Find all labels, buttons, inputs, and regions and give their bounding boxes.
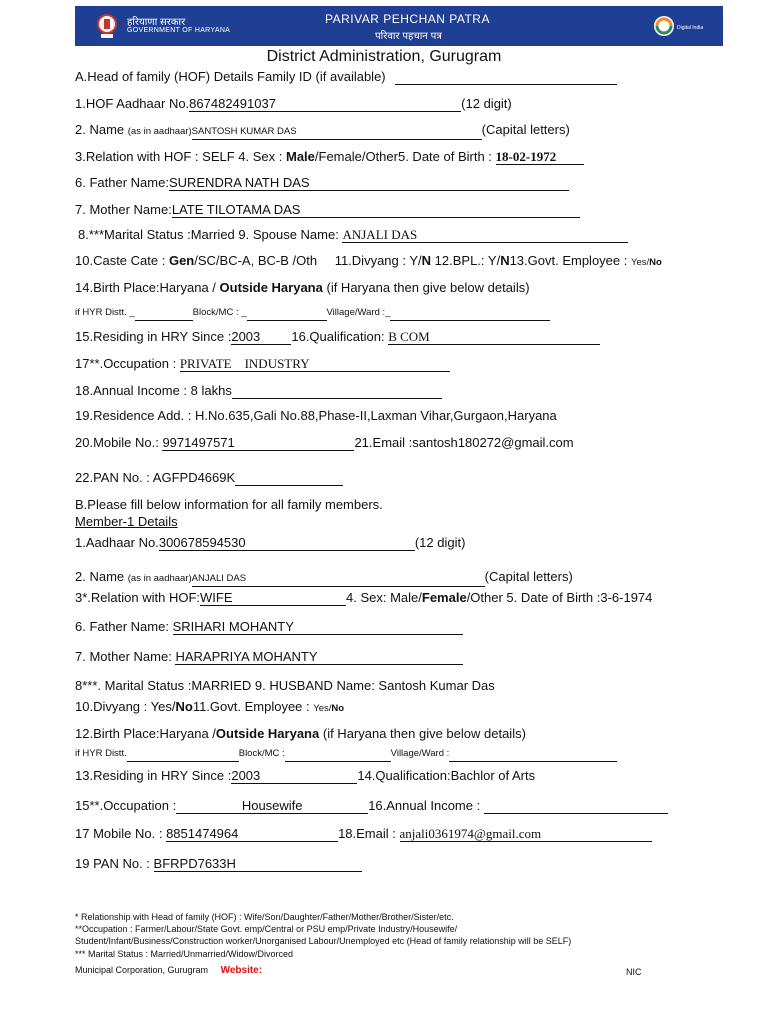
member-divyang-selected: No [175, 699, 193, 714]
hof-father-label: 6. Father Name: [75, 175, 169, 190]
hof-village-label: Village/Ward :_ [326, 307, 391, 318]
member-email-label: 18.Email : [338, 826, 396, 841]
hof-address-row [75, 408, 557, 424]
footnote-occupation-1: **Occupation : Farmer/Labour/State Govt. emp/Central or PSU emp/Private Industry/Housewife/ [75, 924, 458, 934]
hof-birthplace-suffix: (if Haryana then give below details) [326, 280, 530, 295]
member-aadhaar-suffix: (12 digit) [414, 535, 466, 550]
member-name-label: 2. Name [75, 569, 125, 584]
member-aadhaar-field[interactable]: 300678594530 [159, 536, 415, 551]
member-father-label: 6. Father Name: [75, 619, 169, 634]
hof-spouse-field[interactable]: ANJALI DAS [342, 228, 628, 243]
member-father-row [75, 619, 463, 635]
hof-mobile-field[interactable]: 9971497571 [162, 436, 354, 451]
member-occupation-row [75, 798, 668, 814]
footnote-marital: *** Marital Status : Married/Unmarried/Widow/Divorced [75, 949, 294, 959]
footer-nic-label: NIC [626, 967, 642, 977]
scheme-title-hindi: परिवार पहचान पत्र [375, 31, 442, 42]
family-id-field[interactable] [395, 70, 617, 85]
members-section-label: B.Please fill below information for all family members. [75, 497, 383, 512]
hof-relation-label: 3.Relation with HOF : SELF 4. Sex : [75, 149, 283, 164]
members-section-row [75, 497, 383, 513]
digital-india-logo-icon [651, 12, 711, 40]
hof-caste-selected: Gen [168, 253, 195, 268]
hof-aadhaar-label: 1.HOF Aadhaar No. [75, 96, 190, 111]
hof-qualification-field[interactable]: B COM [388, 330, 600, 345]
member-1-heading: Member-1 Details [75, 514, 178, 529]
hof-hyr-row [75, 305, 550, 321]
member-residing-row [75, 768, 535, 784]
hof-residing-field[interactable]: 2003 [231, 330, 291, 345]
member-pan-label: 19 PAN No. : [75, 856, 150, 871]
member-divyang-text: 10.Divyang : Yes/ [75, 699, 176, 714]
footnote-occupation-2: Student/Infant/Business/Construction worker/Unorganised Labour/Unemployed etc (Head of family relationship will be SELF) [75, 936, 572, 946]
hof-aadhaar-row [75, 96, 512, 112]
hof-address-label: 19.Residence Add. : H.No.635,Gali No.88,Phase-II,Laxman Vihar,Gurgaon,Haryana [75, 408, 557, 423]
hof-pan-row [75, 470, 343, 486]
member-relation-label: 3*.Relation with HOF: [75, 590, 200, 605]
member-aadhaar-label: 1.Aadhaar No. [75, 535, 159, 550]
scheme-title-english: PARIVAR PEHCHAN PATRA [325, 12, 490, 26]
hof-mobile-label: 20.Mobile No.: [75, 435, 159, 450]
hof-divyang-text: 11.Divyang : Y/ [334, 253, 422, 268]
hof-block-label: Block/MC : _ [192, 307, 247, 318]
hof-village-field[interactable] [390, 306, 550, 321]
hof-residing-label: 15.Residing in HRY Since : [75, 329, 232, 344]
member-occupation-label: 15**.Occupation : [75, 798, 177, 813]
member-mother-field[interactable]: HARAPRIYA MOHANTY [175, 650, 463, 665]
member-residing-label: 13.Residing in HRY Since : [75, 768, 232, 783]
member-mother-row [75, 649, 463, 665]
hof-income-line[interactable] [232, 384, 442, 399]
hof-block-field[interactable] [247, 306, 327, 321]
hof-birthplace-row [75, 280, 530, 296]
member-birthplace-prefix: 12.Birth Place:Haryana / [75, 726, 216, 741]
hof-dob-field[interactable]: 18-02-1972 [496, 150, 584, 165]
member-relation-field[interactable]: WIFE [200, 591, 346, 606]
hof-aadhaar-suffix: (12 digit) [461, 96, 512, 111]
hof-section-row [75, 69, 617, 85]
hof-sex-rest: /Female/Other5. Date of Birth : [314, 149, 492, 164]
member-sex-prefix: 4. Sex: Male/ [346, 590, 422, 605]
hof-occupation-label: 17**.Occupation : [75, 356, 177, 371]
member-pan-row [75, 856, 362, 872]
hof-mobile-row [75, 435, 574, 451]
member-aadhaar-row [75, 535, 465, 551]
svg-text:Digital India: Digital India [677, 25, 704, 31]
member-govt-emp-yes: Yes/ [313, 703, 332, 714]
hof-occupation-field[interactable]: PRIVATE INDUSTRY [180, 357, 450, 372]
hof-hyr-distt-label: if HYR Distt. _ [75, 307, 135, 318]
member-marital-label: 8***. Marital Status :MARRIED 9. HUSBAND Name: Santosh Kumar Das [75, 678, 495, 693]
hof-birthplace-selected: Outside Haryana [219, 280, 323, 295]
member-hyr-distt-field[interactable] [127, 747, 239, 762]
member-email-field[interactable]: anjali0361974@gmail.com [400, 827, 652, 842]
footer-row [75, 965, 262, 976]
member-pan-field[interactable]: BFRPD7633H [154, 857, 362, 872]
hof-name-note: (as in aadhaar) [127, 126, 192, 137]
hof-residing-row [75, 329, 600, 345]
hof-hyr-distt-field[interactable] [135, 306, 193, 321]
member-mother-label: 7. Mother Name: [75, 649, 172, 664]
hof-occupation-row [75, 356, 450, 372]
member-sex-rest: /Other 5. Date of Birth :3-6-1974 [466, 590, 653, 605]
member-block-field[interactable] [285, 747, 391, 762]
footer-website-label: Website: [220, 965, 263, 976]
hof-section-label: A.Head of family (HOF) Details Family ID (if available) [75, 69, 386, 84]
member-birthplace-suffix: (if Haryana then give below details) [322, 726, 526, 741]
member-village-label: Village/Ward : [390, 748, 450, 759]
hof-marital-row [78, 227, 628, 243]
hof-caste-prefix: 10.Caste Cate : [75, 253, 166, 268]
member-hyr-distt-label: if HYR Distt. [75, 748, 127, 759]
hof-mother-field[interactable]: LATE TILOTAMA DAS [172, 203, 580, 218]
hof-name-field[interactable]: SANTOSH KUMAR DAS [192, 125, 482, 140]
hof-birthplace-prefix: 14.Birth Place:Haryana / [75, 280, 216, 295]
hof-name-suffix: (Capital letters) [481, 122, 570, 137]
hof-name-row [75, 122, 570, 140]
hof-relation-row [75, 149, 584, 165]
member-name-suffix: (Capital letters) [484, 569, 573, 584]
member-hyr-row [75, 746, 617, 762]
member-mobile-field[interactable]: 8851474964 [166, 827, 338, 842]
hof-pan-line[interactable] [235, 471, 343, 486]
hof-govt-emp-text: 13.Govt. Employee : [509, 253, 628, 268]
hof-caste-row [75, 253, 662, 271]
member-father-field[interactable]: SRIHARI MOHANTY [173, 620, 463, 635]
hof-pan-label: 22.PAN No. : AGFPD4669K [75, 470, 236, 485]
member-govt-emp-text: 11.Govt. Employee : [192, 699, 310, 714]
member-name-row [75, 569, 573, 587]
hof-income-label: 18.Annual Income : 8 lakhs [75, 383, 232, 398]
hof-caste-rest: /SC/BC-A, BC-B /Oth [194, 253, 318, 268]
hof-mother-label: 7. Mother Name: [75, 202, 172, 217]
hof-aadhaar-field[interactable]: 867482491037 [189, 97, 461, 112]
hof-divyang-selected: N [421, 253, 432, 268]
member-mobile-label: 17 Mobile No. : [75, 826, 163, 841]
member-name-field[interactable]: ANJALI DAS [192, 572, 485, 587]
hof-mother-row [75, 202, 580, 218]
page-title: District Administration, Gurugram [266, 48, 502, 65]
member-village-field[interactable] [449, 747, 617, 762]
member-residing-field[interactable]: 2003 [231, 769, 357, 784]
hof-marital-label: 8.***Marital Status :Married 9. Spouse Name: [78, 227, 339, 242]
member-govt-emp-no: No [331, 703, 345, 714]
hof-email-label: 21.Email :santosh180272@gmail.com [354, 435, 574, 450]
haryana-emblem-icon [95, 12, 119, 40]
hof-sex-selected: Male [285, 149, 315, 164]
footnote-relationship: * Relationship with Head of family (HOF) : Wife/Son/Daughter/Father/Mother/Brother/Sister/etc. [75, 912, 454, 922]
hof-govt-emp-no: No [649, 257, 662, 268]
member-birthplace-selected: Outside Haryana [215, 726, 320, 741]
member-income-label: 16.Annual Income : [368, 798, 481, 813]
govt-english-label: GOVERNMENT OF HARYANA [127, 27, 231, 34]
hof-qualification-label: 16.Qualification: [291, 329, 385, 344]
member-qualification-label: 14.Qualification:Bachlor of Arts [357, 768, 536, 783]
govt-hindi-label: हरियाणा सरकार [127, 17, 186, 28]
hof-name-label: 2. Name [75, 122, 125, 137]
member-sex-selected: Female [421, 590, 467, 605]
member-heading-row [75, 514, 178, 530]
member-income-field[interactable] [484, 799, 668, 814]
footer-corporation: Municipal Corporation, Gurugram [75, 965, 209, 975]
hof-father-field[interactable]: SURENDRA NATH DAS [169, 176, 569, 191]
header-banner [75, 6, 723, 46]
hof-income-row [75, 383, 442, 399]
member-marital-row [75, 678, 495, 694]
member-name-note: (as in aadhaar) [127, 573, 192, 584]
hof-bpl-text: 12.BPL.: Y/ [431, 253, 501, 268]
member-relation-row [75, 590, 652, 606]
member-divyang-row [75, 699, 344, 717]
member-occupation-field[interactable]: Housewife [176, 799, 368, 814]
member-mobile-row [75, 826, 652, 842]
hof-father-row [75, 175, 569, 191]
hof-bpl-selected: N [500, 253, 510, 268]
member-block-label: Block/MC : [238, 748, 285, 759]
hof-govt-emp-yes: Yes/ [630, 257, 650, 268]
member-birthplace-row [75, 726, 526, 742]
